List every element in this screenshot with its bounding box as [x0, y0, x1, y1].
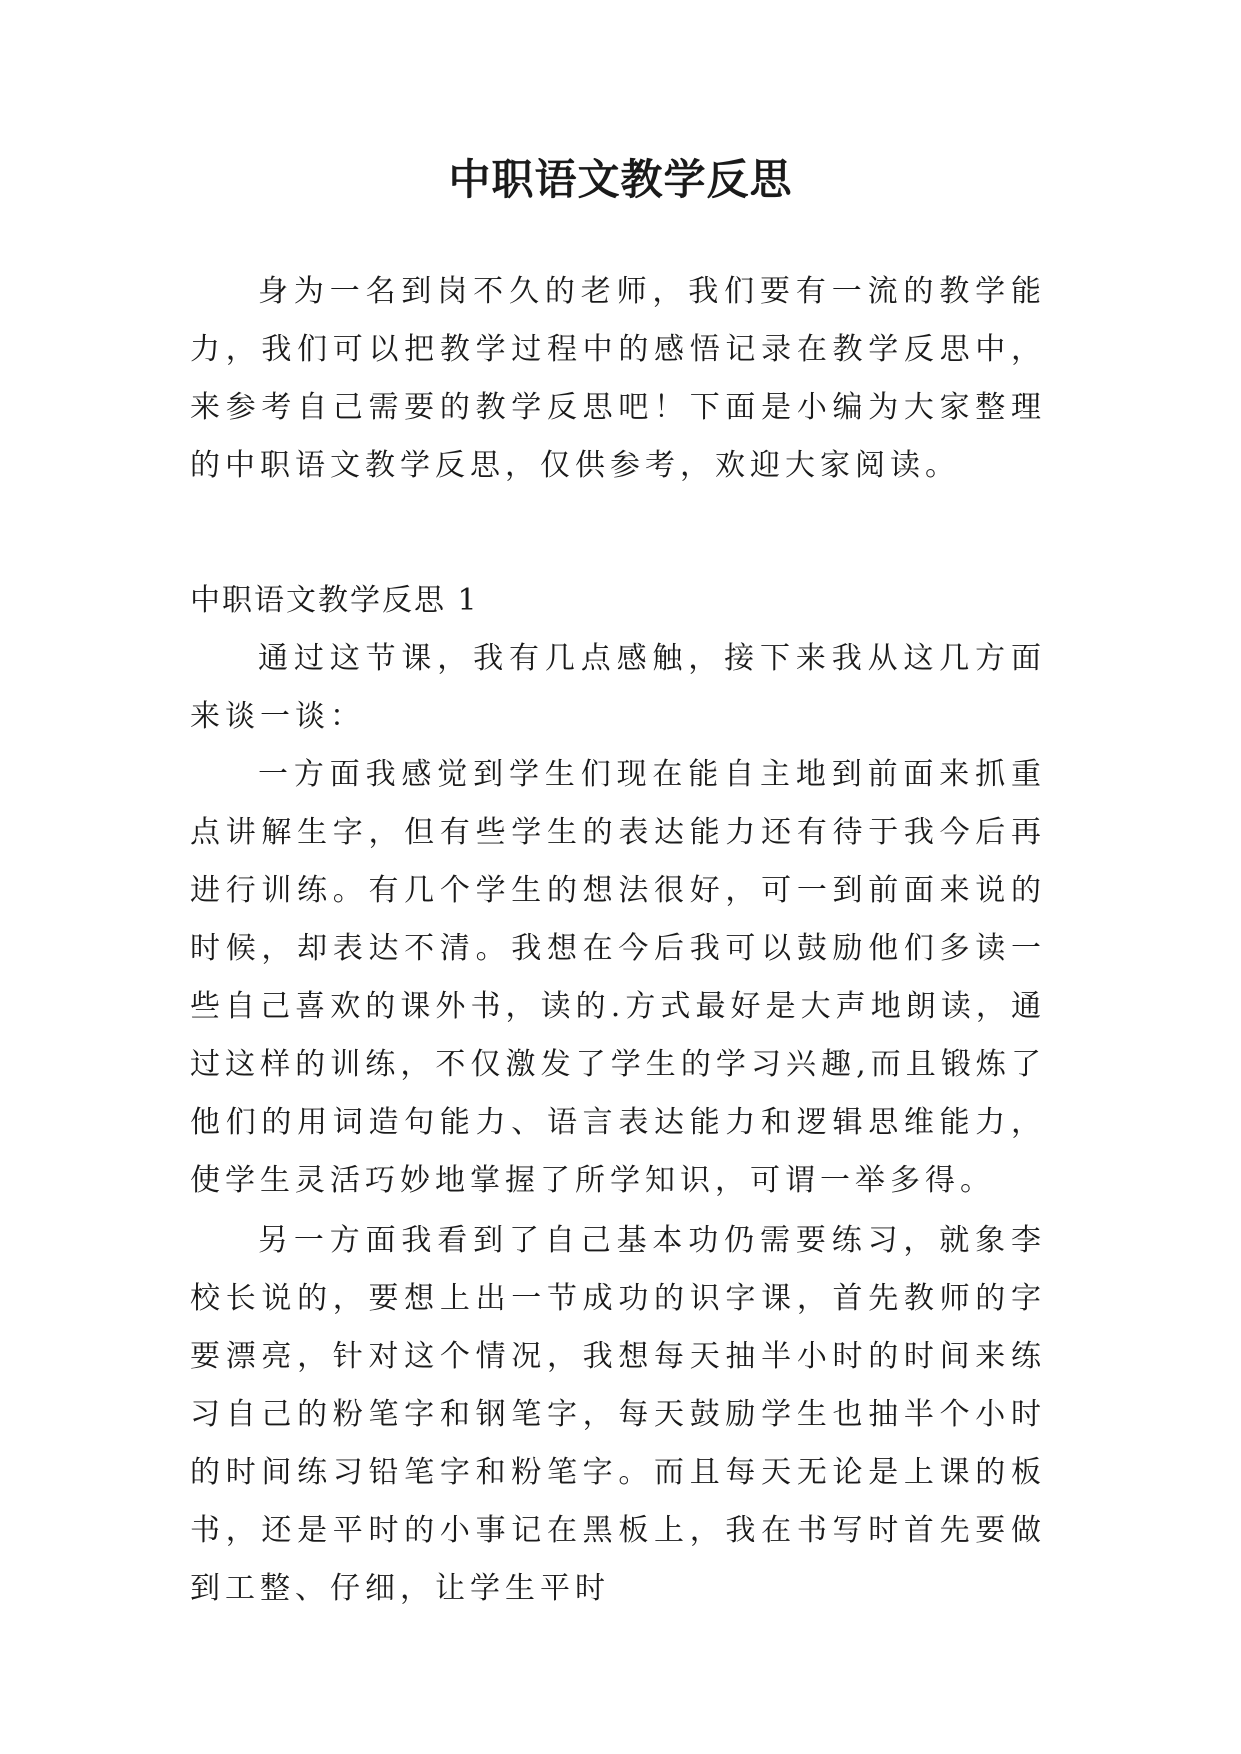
intro-paragraph: 身为一名到岗不久的老师，我们要有一流的教学能力，我们可以把教学过程中的感悟记录在教学反思中，来参考自己需要的教学反思吧！下面是小编为大家整理的中职语文教学反思，仅供参考，欢迎大家阅读。 — [190, 274, 1046, 483]
body-paragraph: 通过这节课，我有几点感触，接下来我从这几方面来谈一谈： — [190, 641, 1046, 734]
body-paragraph: 另一方面我看到了自己基本功仍需要练习，就象李校长说的，要想上出一节成功的识字课，首先教师的字要漂亮，针对这个情况，我想每天抽半小时的时间来练习自己的粉笔字和钢笔字，每天鼓励学生也抽半个小时的时间练习铅笔字和粉笔字。而且每天无论是上课的板书，还是平时的小事记在黑板上，我在书写时首先要做到工整、仔细，让学生平时 — [190, 1223, 1046, 1606]
page-title: 中职语文教学反思 — [448, 155, 793, 204]
section-heading: 中职语文教学反思 1 — [190, 583, 479, 618]
body-paragraph: 一方面我感觉到学生们现在能自主地到前面来抓重点讲解生字，但有些学生的表达能力还有待于我今后再进行训练。有几个学生的想法很好，可一到前面来说的时候，却表达不清。我想在今后我可以鼓励他们多读一些自己喜欢的课外书，读的.方式最好是大声地朗读，通过这样的训练，不仅激发了学生的学习兴趣,而且锻炼了他们的用词造句能力、语言表达能力和逻辑思维能力，使学生灵活巧妙地掌握了所学知识，可谓一举多得。 — [190, 757, 1046, 1198]
